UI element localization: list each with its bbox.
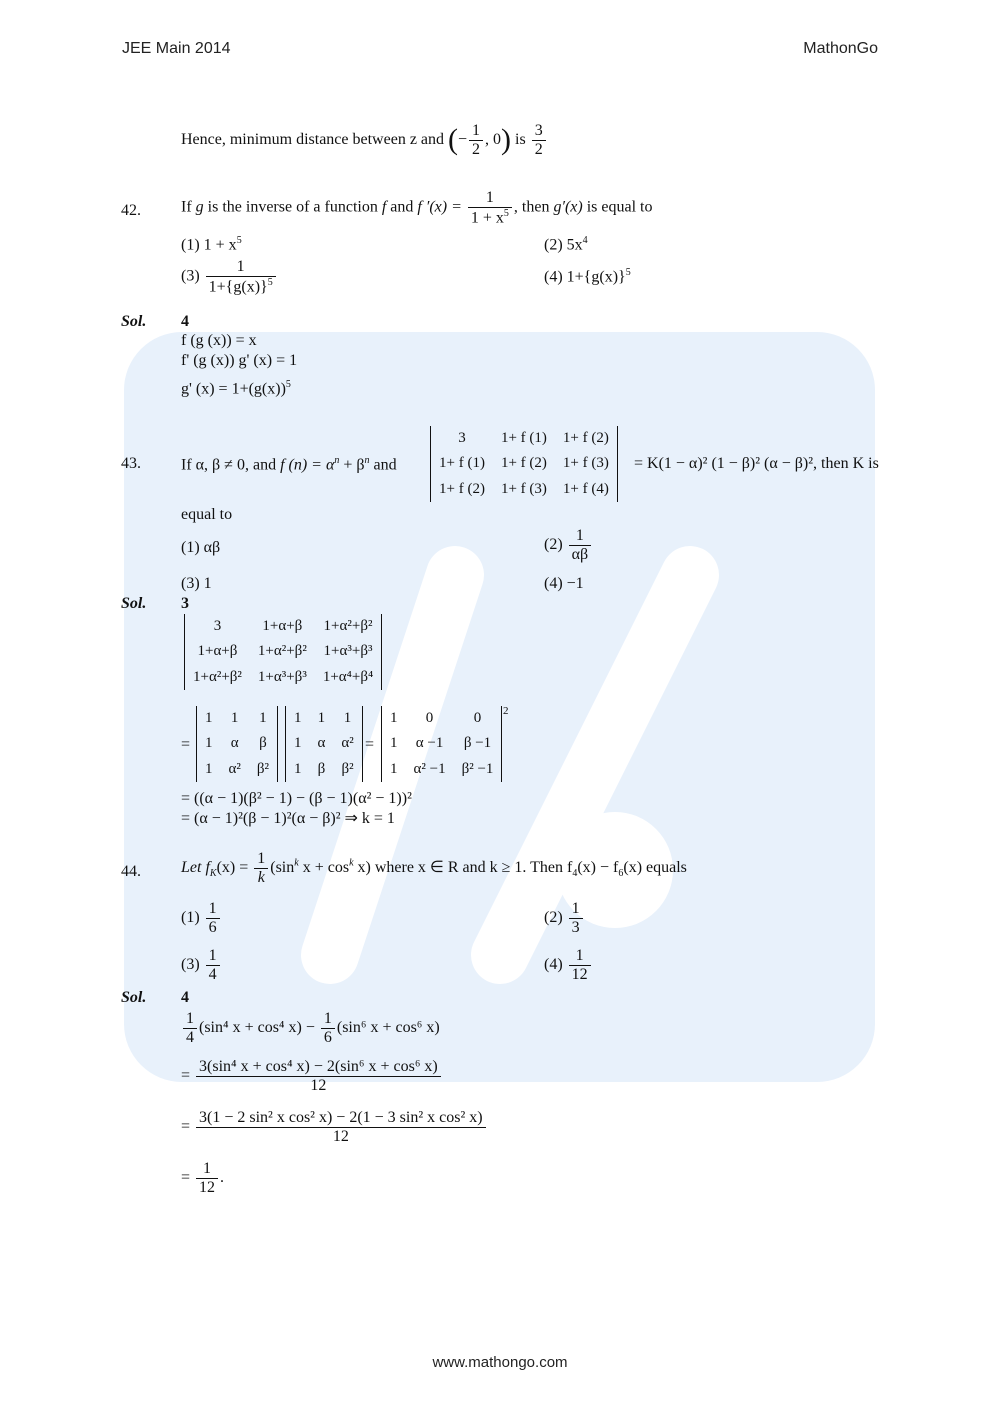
sol43-detC-cell: α² −1	[413, 760, 446, 777]
sol43-detA-cell: 1	[230, 710, 239, 726]
sol43-line-1: = ((α − 1)(β² − 1) − (β − 1)(α² − 1))²	[181, 790, 412, 807]
q43-det-cell: 1+ f (2)	[500, 455, 547, 472]
sol43-detA-row	[197, 757, 277, 782]
sol43-eq-1: =	[181, 736, 191, 753]
prev-text: Hence, minimum distance between z and	[181, 130, 445, 148]
sol43-detA-cell: 1	[259, 710, 267, 726]
sol43-detA-cell: β	[259, 735, 267, 752]
sol43-determinant-b	[285, 706, 363, 782]
sol43-detB-cell: α²	[341, 735, 354, 752]
sol43-detA-cell: α	[230, 735, 239, 752]
q43-option-1: (1) αβ	[181, 539, 221, 556]
q44-option-1: (1) $\frac{1}{6}$	[181, 900, 222, 936]
sol43-detC-cell: 0	[473, 710, 482, 726]
sol43-detB-cell: α	[317, 735, 326, 752]
q42-option-4: (4) $1+\{g(x)\}^5$	[544, 267, 631, 286]
q43-det-row	[431, 477, 617, 502]
sol43-square: 2	[503, 705, 509, 717]
sol43-det1-cell: 1+α²+β²	[257, 643, 307, 660]
q43-det-cell: 1+ f (3)	[562, 455, 609, 472]
q43-det-cell: 3	[458, 430, 466, 446]
sol43-detA-cell: β²	[256, 760, 269, 777]
header-brand: MathonGo	[803, 40, 878, 57]
sol43-det1-cell: 1+α²+β²	[323, 618, 373, 634]
q43-det-cell: 1+ f (1)	[439, 455, 485, 472]
sol43-label: Sol.	[121, 595, 147, 612]
sol42-line-3: g' $(x) = 1+(g(x))^5$	[181, 379, 291, 398]
sol43-detB-row	[286, 731, 362, 756]
sol43-detC-cell: 1	[390, 760, 398, 777]
sol43-det1-cell: 1+α³+β³	[323, 643, 373, 660]
header-title: JEE Main 2014	[122, 40, 231, 57]
sol43-det1-cell: 1+α⁴+β⁴	[322, 668, 374, 685]
q44-number: 44.	[121, 863, 141, 880]
q43-option-3: (3) 1	[181, 575, 212, 592]
sol43-detB-row	[286, 757, 362, 782]
q43-continued: equal to	[181, 506, 233, 523]
sol43-det1-cell: 1+α+β	[262, 618, 303, 634]
sol43-detC-row	[382, 731, 501, 756]
sol43-detA-row	[197, 731, 277, 756]
sol43-detA-row	[197, 706, 277, 731]
sol43-detC-cell: 1	[390, 710, 398, 726]
q43-det-cell: 1+ f (2)	[562, 430, 609, 446]
sol43-detC-cell: β² −1	[461, 760, 494, 777]
q43-rhs: = K(1 − α)² (1 − β)² (α − β)², then K is	[634, 455, 879, 472]
sol43-detB-cell: 1	[343, 710, 352, 726]
sol44-line-2: = $\frac{\text{3(sin⁴ x + cos⁴ x) − 2(sin⁶ x + cos⁶ x)}}{12}$	[181, 1058, 443, 1094]
q42-option-1: (1) $1 + x^5$	[181, 235, 242, 254]
sol43-det1-row	[185, 665, 381, 690]
q44-option-2: (2) $\frac{1}{3}$	[544, 900, 585, 936]
q42-number: 42.	[121, 202, 141, 219]
sol43-detA-cell: 1	[205, 710, 213, 726]
sol44-label: Sol.	[121, 989, 147, 1006]
sol43-line-2: = (α − 1)²(β − 1)²(α − β)² ⇒ k = 1	[181, 810, 395, 827]
q43-number: 43.	[121, 455, 141, 472]
sol43-answer: 3	[181, 595, 189, 612]
sol43-detC-cell: β −1	[463, 735, 492, 752]
sol43-det1-cell: 1+α+β	[197, 643, 238, 660]
sol43-det1-cell: 1+α³+β³	[257, 668, 307, 685]
sol43-determinant-c	[381, 706, 502, 782]
footer-url: www.mathongo.com	[432, 1354, 568, 1371]
sol44-line-4: = $\frac{1}{12}$ .	[181, 1160, 225, 1196]
sol43-detC-cell: 1	[390, 735, 398, 752]
sol43-detA-cell: 1	[205, 760, 213, 777]
sol43-detB-row	[286, 706, 362, 731]
q44-option-4: (4) $\frac{1}{12}$	[544, 947, 593, 983]
sol44-line-1: $\frac{1}{4}$ (sin⁴ x + cos⁴ x) − $\frac{1}{6}$ (sin⁶ x + cos⁶ x)	[181, 1010, 440, 1046]
q43-option-2: (2) $\frac{1}{\alpha\beta}$	[544, 527, 593, 563]
q43-det-row	[431, 451, 617, 476]
q44-option-3: (3) $\frac{1}{4}$	[181, 947, 222, 983]
sol43-determinant-a	[196, 706, 278, 782]
sol43-detA-cell: α²	[228, 760, 241, 777]
sol44-answer: 4	[181, 989, 189, 1006]
q43-det-cell: 1+ f (4)	[562, 480, 609, 497]
sol43-detB-cell: 1	[294, 710, 302, 726]
prev-answer-frac: $\frac{3}{2}$	[532, 122, 546, 158]
sol43-detB-cell: β	[317, 760, 326, 777]
sol43-detB-cell: 1	[294, 735, 302, 752]
sol43-detC-row	[382, 757, 501, 782]
sol43-detB-cell: 1	[317, 710, 326, 726]
q43-det-row	[431, 426, 617, 451]
sol43-eq-2: =	[365, 736, 375, 753]
q44-stem: Let $f_K(x)$ = $\frac{1}{k}$ ($\sin^k$ $x + \cos^k x$) where x ∈ R and k ≥ 1. Then $f_4(x) - f_6(x)$ equals	[181, 850, 687, 886]
sol43-det1-cell: 1+α²+β²	[193, 668, 242, 685]
sol43-detB-cell: 1	[294, 760, 302, 777]
sol43-detC-cell: α −1	[415, 735, 444, 752]
prev-point-frac: $\frac{1}{2}$	[469, 122, 483, 158]
q43-det-cell: 1+ f (1)	[500, 430, 547, 446]
q43-det-cell: 1+ f (2)	[439, 480, 485, 497]
sol43-detC-row	[382, 706, 501, 731]
sol43-det1-row	[185, 614, 381, 639]
sol43-detC-cell: 0	[425, 710, 434, 726]
sol43-detA-cell: 1	[205, 735, 213, 752]
sol42-line-1: f (g (x)) = x	[181, 332, 257, 349]
sol43-detB-cell: β²	[341, 760, 354, 777]
q42-stem: If g is the inverse of a function f and f ′(x) = $\frac{1}{1 + x^5}$ , then g′(x) is equal to	[181, 189, 653, 226]
q42-option-2: (2) $5x^4$	[544, 235, 588, 254]
sol43-det1-cell: 3	[213, 618, 222, 634]
sol42-answer: 4	[181, 313, 189, 330]
sol44-line-3: = $\frac{\text{3(1 − 2 sin² x cos² x) − 2(1 − 3 sin² x cos² x)}}{12}$	[181, 1109, 488, 1145]
q43-option-4: (4) −1	[544, 575, 584, 592]
q43-det-cell: 1+ f (3)	[500, 480, 547, 497]
sol43-determinant	[184, 614, 382, 690]
q42-option-3: (3) $\frac{1}{1+\{g(x)\}^5}$	[181, 258, 278, 296]
sol42-line-2: f' (g (x)) g' (x) = 1	[181, 352, 298, 369]
sol43-det1-row	[185, 639, 381, 664]
sol42-label: Sol.	[121, 313, 147, 330]
prev-conclusion: Hence, minimum distance between z and (− $\frac{1}{2}$ , 0) is $\frac{3}{2}$	[181, 122, 548, 158]
q43-determinant	[430, 426, 618, 502]
q43-stem: If α, β ≠ 0, and f $(n) = \alpha^n + \beta^n$ and	[181, 455, 397, 474]
